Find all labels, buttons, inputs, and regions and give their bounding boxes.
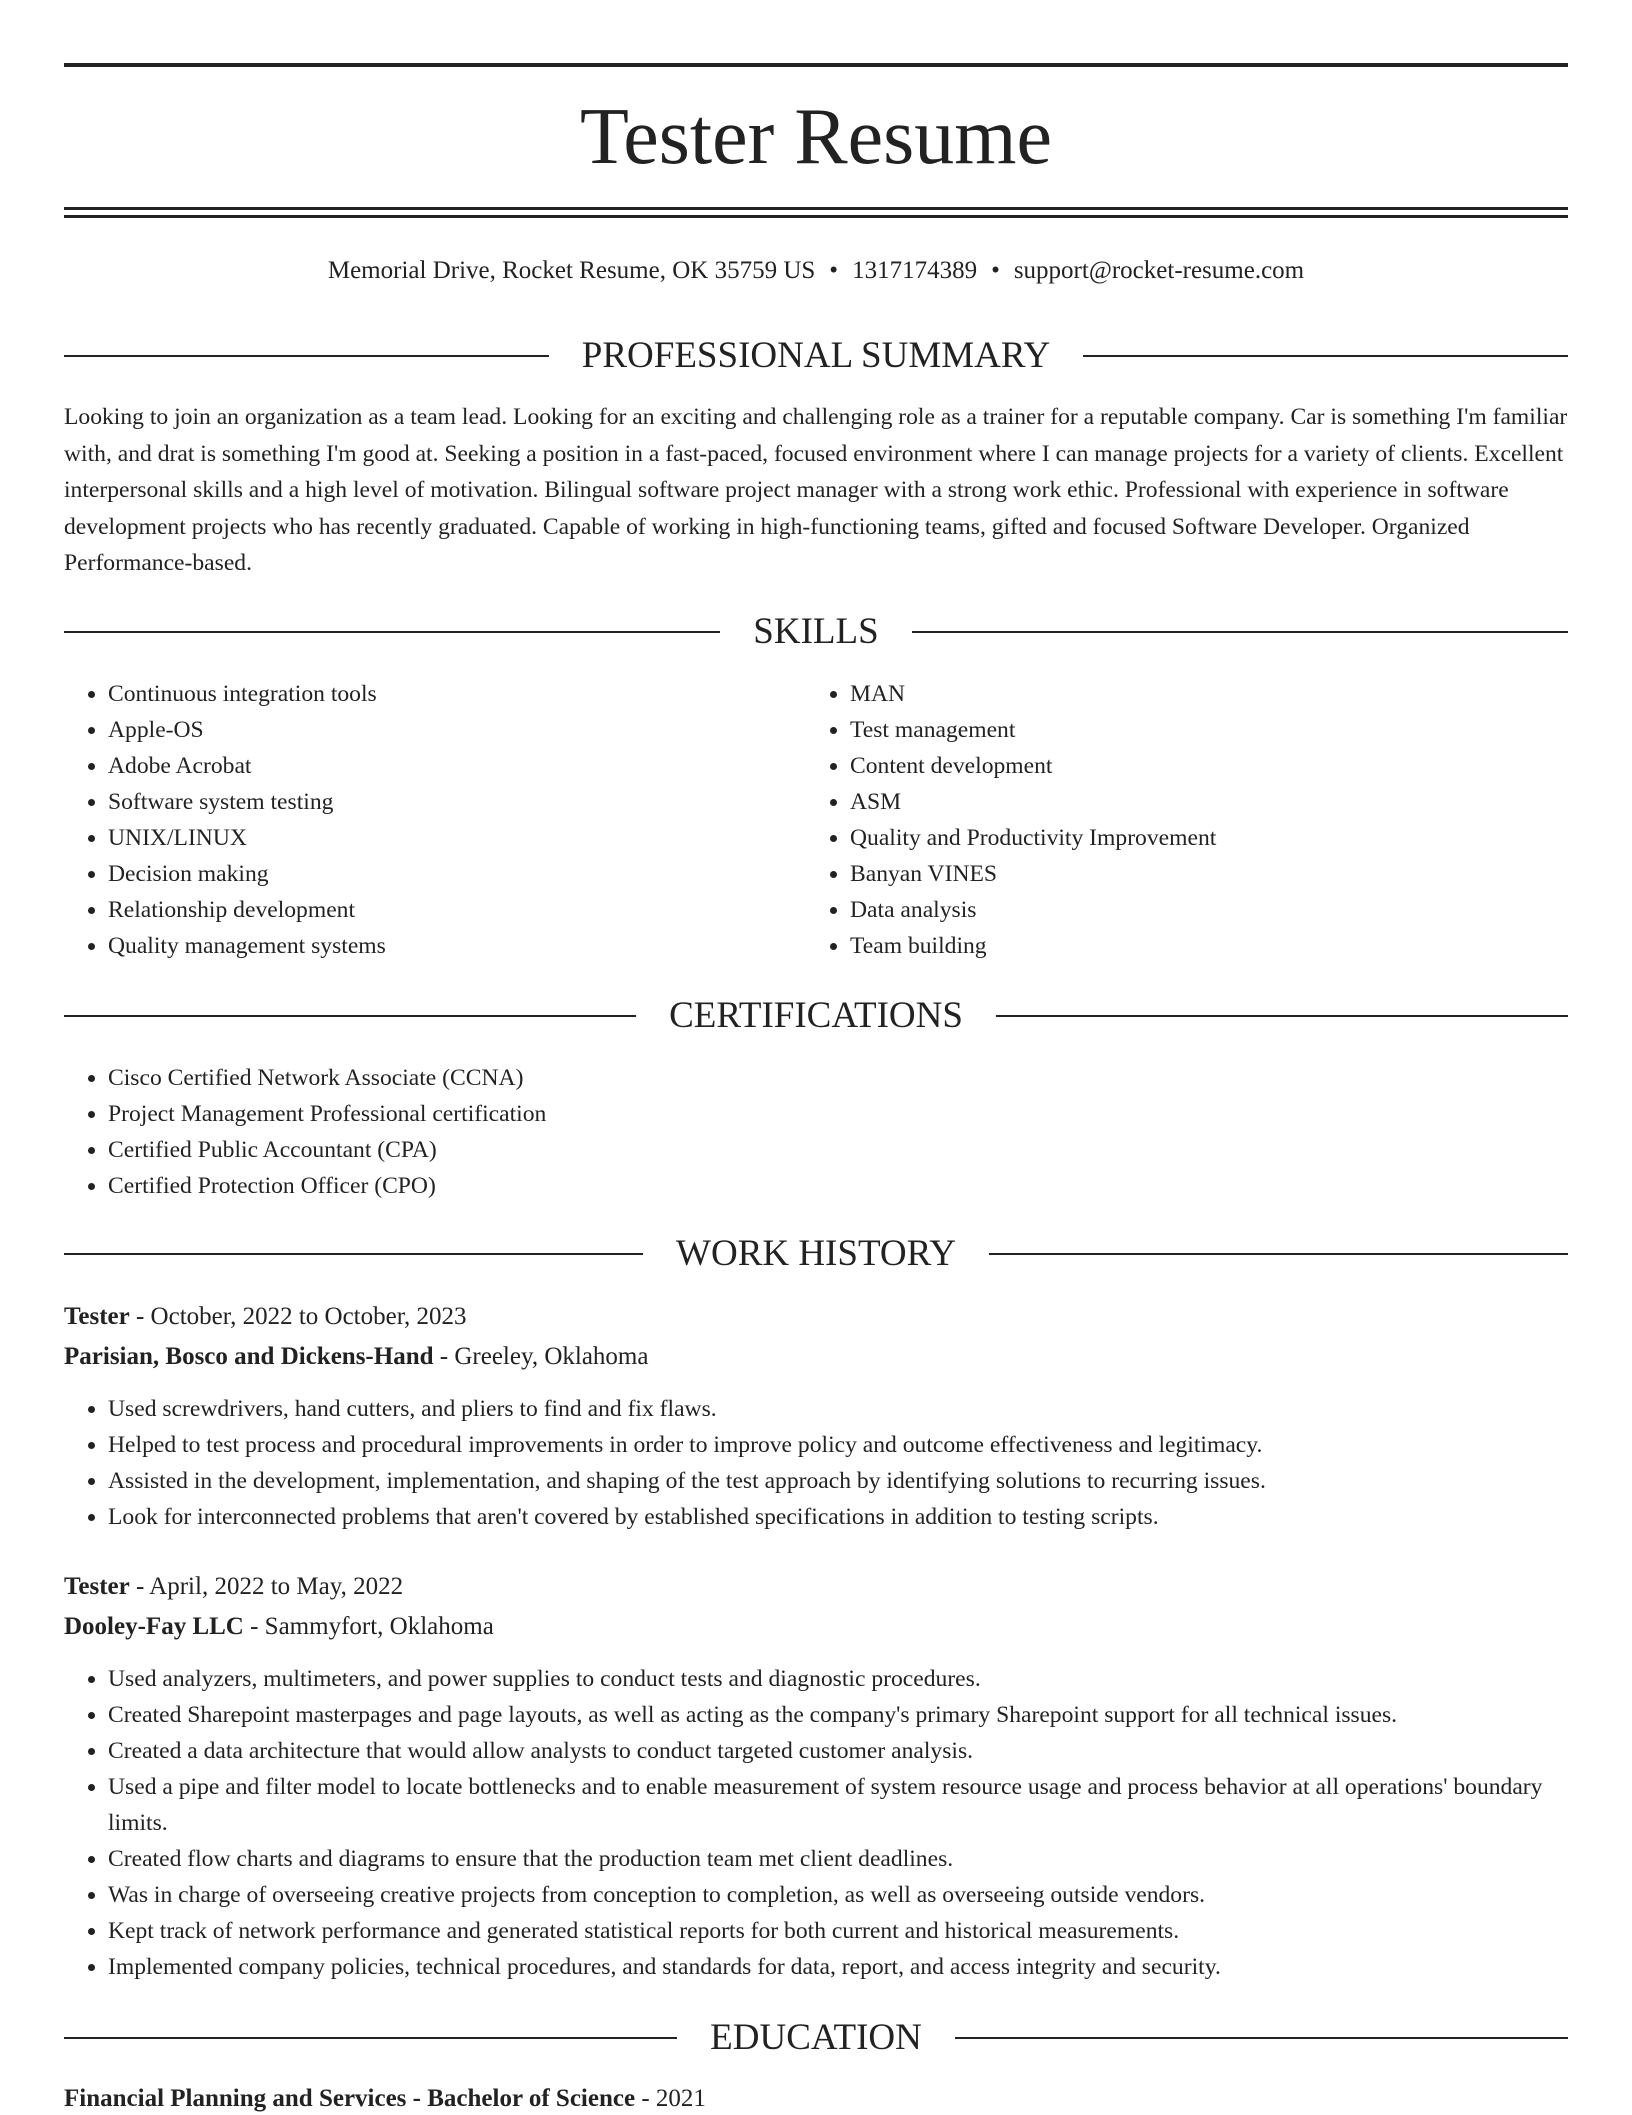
education-degree: Financial Planning and Services - Bachelor of Science bbox=[64, 2085, 636, 2112]
job-location: - Sammyfort, Oklahoma bbox=[243, 1613, 494, 1640]
skills-list-right bbox=[806, 676, 1590, 964]
job-bullet: • Helped to test process and procedural improvements in order to improve policy and outcome effectiveness and legitimacy. bbox=[108, 1427, 1568, 1463]
job-company: Dooley-Fay LLC bbox=[64, 1613, 244, 1640]
certifications-list bbox=[64, 1060, 1568, 1204]
skill-item: • Quality and Productivity Improvement bbox=[850, 820, 1590, 856]
heading-rule bbox=[64, 1253, 643, 1255]
section-heading-education bbox=[64, 2016, 1568, 2060]
heading-rule bbox=[1083, 355, 1568, 357]
skill-item: • Relationship development bbox=[108, 892, 808, 928]
job-dates: - October, 2022 to October, 2023 bbox=[129, 1303, 467, 1330]
header-double-rule-bottom bbox=[64, 215, 1568, 218]
skill-item: • Software system testing bbox=[108, 784, 808, 820]
heading-rule bbox=[64, 631, 720, 633]
job-title: Tester bbox=[64, 1303, 130, 1330]
job-bullet: • Created Sharepoint masterpages and page layouts, as well as acting as the company's primary Sharepoint support for all technical issues. bbox=[108, 1697, 1568, 1733]
skill-item: • Adobe Acrobat bbox=[108, 748, 808, 784]
heading-title: SKILLS bbox=[753, 611, 879, 652]
job-bullet: • Was in charge of overseeing creative projects from conception to completion, as well as overseeing outside vendors. bbox=[108, 1877, 1568, 1913]
heading-title: CERTIFICATIONS bbox=[669, 995, 963, 1036]
section-heading-work-history bbox=[64, 1232, 1568, 1276]
section-heading-summary bbox=[64, 334, 1568, 378]
education-year: - 2021 bbox=[635, 2085, 706, 2112]
section-heading-skills bbox=[64, 610, 1568, 654]
job-bullets bbox=[64, 1661, 1568, 1985]
job-location: - Greeley, Oklahoma bbox=[433, 1343, 649, 1370]
skill-item: • Test management bbox=[850, 712, 1590, 748]
certification-item: • Cisco Certified Network Associate (CCNA) bbox=[108, 1060, 1568, 1096]
skill-item: • Quality management systems bbox=[108, 928, 808, 964]
heading-rule bbox=[64, 1015, 636, 1017]
job-dates: - April, 2022 to May, 2022 bbox=[129, 1573, 404, 1600]
summary-text: Looking to join an organization as a team lead. Looking for an exciting and challenging role as a trainer for a reputable company. Car is something I'm familiar with, and drat is something I'm good at. Seeking a position in a fast-paced, focused environment where I can manage projects for a variety of clients. Excellent interpersonal skills and a high level of motivation. Bilingual software project manager with a strong work ethic. Professional with experience in software development projects who has recently graduated. Capable of working in high-functioning teams, gifted and focused Software Developer. Organized Performance-based. bbox=[64, 404, 1568, 576]
job-bullet: • Used screwdrivers, hand cutters, and pliers to find and fix flaws. bbox=[108, 1391, 1568, 1427]
heading-title: WORK HISTORY bbox=[676, 1233, 956, 1274]
contact-email[interactable]: support@rocket-resume.com bbox=[1013, 257, 1305, 284]
education-entry bbox=[64, 2083, 1568, 2115]
job-bullets bbox=[64, 1391, 1568, 1535]
contact-address: Memorial Drive, Rocket Resume, OK 35759 US bbox=[327, 257, 816, 284]
resume-name: Tester Resume bbox=[579, 93, 1053, 181]
job-company: Parisian, Bosco and Dickens-Hand bbox=[64, 1343, 434, 1370]
certification-item: • Certified Public Accountant (CPA) bbox=[108, 1132, 1568, 1168]
job-title: Tester bbox=[64, 1573, 130, 1600]
skill-item: • UNIX/LINUX bbox=[108, 820, 808, 856]
header-double-rule-top bbox=[64, 207, 1568, 210]
skill-item: • Data analysis bbox=[850, 892, 1590, 928]
section-heading-certifications bbox=[64, 994, 1568, 1038]
job-company-line bbox=[64, 1341, 1568, 1373]
job-bullet: • Used analyzers, multimeters, and power supplies to conduct tests and diagnostic procedures. bbox=[108, 1661, 1568, 1697]
heading-rule bbox=[64, 2037, 677, 2039]
heading-rule bbox=[996, 1015, 1568, 1017]
skills-list-left bbox=[64, 676, 808, 964]
heading-rule bbox=[912, 631, 1568, 633]
job-title-line bbox=[64, 1571, 1568, 1603]
skill-item: • ASM bbox=[850, 784, 1590, 820]
heading-title: EDUCATION bbox=[710, 2017, 922, 2058]
job-bullet: • Used a pipe and filter model to locate bottlenecks and to enable measurement of system resource usage and process behavior at all operations' boundary limits. bbox=[108, 1769, 1568, 1841]
skill-item: • Team building bbox=[850, 928, 1590, 964]
job-bullet: • Created a data architecture that would allow analysts to conduct targeted customer analysis. bbox=[108, 1733, 1568, 1769]
job-company-line bbox=[64, 1611, 1568, 1643]
job-bullet: • Kept track of network performance and generated statistical reports for both current and historical measurements. bbox=[108, 1913, 1568, 1949]
certification-item: • Certified Protection Officer (CPO) bbox=[108, 1168, 1568, 1204]
top-rule bbox=[64, 63, 1568, 67]
job-title-line bbox=[64, 1301, 1568, 1333]
certification-item: • Project Management Professional certification bbox=[108, 1096, 1568, 1132]
skill-item: • Content development bbox=[850, 748, 1590, 784]
job-bullet: • Look for interconnected problems that aren't covered by established specifications in addition to testing scripts. bbox=[108, 1499, 1568, 1535]
heading-title: PROFESSIONAL SUMMARY bbox=[581, 335, 1051, 376]
job-bullet: • Created flow charts and diagrams to ensure that the production team met client deadlines. bbox=[108, 1841, 1568, 1877]
contact-separator: • bbox=[991, 257, 1000, 284]
job-bullet: • Implemented company policies, technical procedures, and standards for data, report, and access integrity and security. bbox=[108, 1949, 1568, 1985]
heading-rule bbox=[989, 1253, 1568, 1255]
skill-item: • MAN bbox=[850, 676, 1590, 712]
heading-rule bbox=[955, 2037, 1568, 2039]
heading-rule bbox=[64, 355, 549, 357]
skill-item: • Banyan VINES bbox=[850, 856, 1590, 892]
skill-item: • Decision making bbox=[108, 856, 808, 892]
job-bullet: • Assisted in the development, implementation, and shaping of the test approach by identifying solutions to recurring issues. bbox=[108, 1463, 1568, 1499]
contact-line bbox=[64, 256, 1568, 286]
skill-item: • Apple-OS bbox=[108, 712, 808, 748]
contact-phone[interactable]: 1317174389 bbox=[852, 257, 978, 284]
skill-item: • Continuous integration tools bbox=[108, 676, 808, 712]
contact-separator: • bbox=[829, 257, 839, 284]
